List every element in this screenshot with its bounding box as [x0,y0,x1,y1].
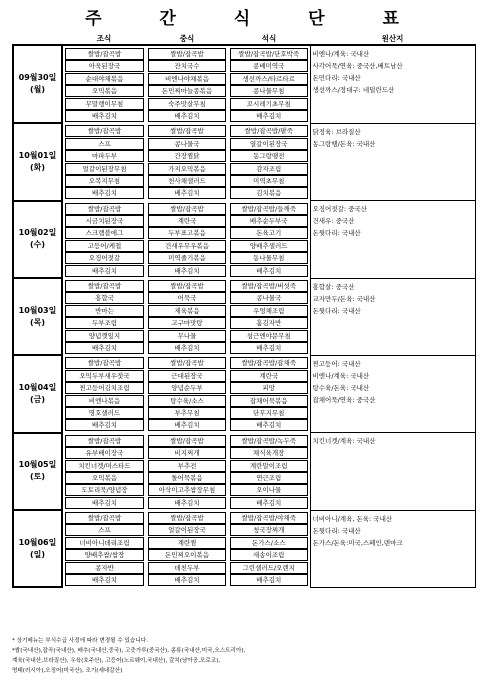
dinner-item: 잡채어묵볶음 [230,395,308,407]
origin-line: 비엔나/계육: 국내산 [312,50,370,58]
origin-line: 동그랑땡/돈육: 국내산 [312,139,376,148]
origin-cell [310,278,475,355]
dinner-item: 배추김치 [230,110,308,122]
note-line: *쌀(국내산),잡곡(국내산), 배추(국내산,중국), 고춧가루(중국산), 콩류(국내산,미국,오스트리아), [12,648,246,654]
breakfast-item: 배추김치 [65,574,144,586]
breakfast-cell [62,278,146,355]
origin-cell [310,433,475,510]
menu-table [12,33,476,588]
lunch-item: 숙주맛살무침 [148,98,226,110]
breakfast-item: 콩자반 [65,562,144,574]
breakfast-item: 쌀밥/잡곡밥 [65,125,144,137]
lunch-item: 배추김치 [148,342,226,354]
lunch-item: 데친두부 [148,562,226,574]
day-row [13,355,475,432]
dinner-item: 김치볶음 [230,187,308,199]
origin-line: 홍합살: 중국산 [312,282,355,291]
lunch-item: 계란국 [148,215,226,227]
dinner-item: 콩나물무침 [230,85,308,97]
lunch-item: 배추김치 [148,497,226,509]
day-cell [13,45,62,123]
breakfast-cell [62,123,146,200]
breakfast-item: 시금치된장국 [65,215,144,227]
dinner-item: 배추김치 [230,265,308,277]
breakfast-item: 스프 [65,524,144,536]
origin-line: 치킨너겟/계육: 국내산 [312,437,376,446]
origin-line: 오징어젓갈: 중국산 [312,205,367,214]
day-date: 10월06일 [18,537,57,547]
dinner-item: 양배추샐러드 [230,240,308,252]
breakfast-cell [62,355,146,432]
breakfast-item: 양념깻잎지 [65,330,144,342]
day-cell [13,123,62,200]
day-cell [13,278,62,355]
dinner-item: 쌀밥/잡곡밥/들깨죽 [230,203,308,215]
day-date: 10월02일 [18,228,57,238]
header-origin: 원산지 [310,33,475,45]
dinner-item: 쌀밥/잡곡밥/잡채죽 [230,357,308,369]
day-weekday: (토) [29,472,46,482]
dinner-item: 단무지무침 [230,407,308,419]
lunch-item: 쌀밥/잡곡밥 [148,512,226,524]
lunch-item: 비지찌개 [148,447,226,459]
lunch-item: 쌀밥/잡곡밥 [148,435,226,447]
lunch-item: 쌀밥/잡곡밥 [148,280,226,292]
breakfast-item: 배추김치 [65,419,144,431]
dinner-item: 연근조림 [230,472,308,484]
origin-line: 돈민다리: 국내산 [312,74,361,82]
breakfast-item: 오징어젓갈 [65,252,144,264]
lunch-item: 무나물 [148,330,226,342]
dinner-item: 배추순두부국 [230,215,308,227]
day-row [13,123,475,200]
dinner-item: 돈가스/소스 [230,537,308,549]
lunch-item: 배추김치 [148,574,226,586]
dinner-item: 피망 [230,382,308,394]
breakfast-item: 명호샐러드 [65,407,144,419]
breakfast-item: 순대야채볶음 [65,73,144,85]
breakfast-item: 아욱된장국 [65,60,144,72]
notes [12,636,478,676]
dinner-item: 쌀밥/잡곡밥/단호박죽 [230,48,308,60]
origin-line: 탕수육/돈육: 국내산 [312,383,370,392]
breakfast-item: 고등어/케첩 [65,240,144,252]
breakfast-item: 스크램블에그 [65,227,144,239]
lunch-item: 간장찜닭 [148,150,226,162]
origin-cell [310,201,475,278]
menu-body [13,45,475,587]
breakfast-item: 배추김치 [65,187,144,199]
dinner-item: 섬근엔야문무침 [230,330,308,342]
note-line: 계육(국내산,브라질산), 우육(호주산), 고등어(노르웨이,국내산), 갈치(남아공,모로코), [12,658,221,664]
breakfast-item: 쌀밥/잡곡밥 [65,280,144,292]
day-weekday: (일) [29,549,46,559]
breakfast-item: 너비아니데리조림 [65,537,144,549]
breakfast-item: 유부배이장국 [65,447,144,459]
header-breakfast: 조식 [62,33,146,45]
origin-line: 너비아니/계육, 돈육: 국내산 [312,514,393,523]
day-weekday: (수) [29,240,46,250]
header-lunch: 중식 [146,33,228,45]
lunch-item: 근대된장국 [148,370,226,382]
dinner-item: 쌀밥/잡곡밥/버섯죽 [230,280,308,292]
origin-cell [310,45,475,123]
day-date: 10월01일 [18,151,57,161]
breakfast-item: 마파두부 [65,150,144,162]
lunch-item: 배추김치 [148,419,226,431]
dinner-item: 동나물무침 [230,252,308,264]
breakfast-cell [62,510,146,587]
day-row [13,45,475,123]
header-row [13,33,475,45]
lunch-item: 쌀밥/잡곡밥 [148,357,226,369]
breakfast-item: 양배추쌈/쌈장 [65,549,144,561]
breakfast-item: 오복지무침 [65,175,144,187]
dinner-item: 꼬시레기초무침 [230,98,308,110]
dinner-item: 미역초무침 [230,175,308,187]
dinner-item: 오이나물 [230,484,308,496]
origin-cell [310,123,475,200]
header-dinner: 석식 [228,33,310,45]
dinner-item: 동그랑땡전 [230,150,308,162]
breakfast-item: 스프 [65,138,144,150]
dinner-item: 감자조림 [230,163,308,175]
dinner-item: 우엉채조림 [230,305,308,317]
lunch-item: 배추김치 [148,110,226,122]
breakfast-item: 도토리묵/양념장 [65,484,144,496]
dinner-cell [228,510,310,587]
lunch-item: 계란찜 [148,537,226,549]
breakfast-item: 찐고등어김치조림 [65,382,144,394]
day-date: 09월30일 [18,73,57,83]
lunch-item: 양념순두부 [148,382,226,394]
dinner-cell [228,123,310,200]
day-date: 10월04일 [18,383,57,393]
note-line: 명태(러시아),오징어(미국산), 조기(세네갈산) [12,668,123,674]
day-date: 10월03일 [18,305,57,315]
breakfast-item: 쌀밥/잡곡밥 [65,203,144,215]
breakfast-item: 얼갈이된장무침 [65,163,144,175]
origin-cell [310,355,475,432]
day-cell [13,201,62,278]
breakfast-item: 오믹두부새우젓국 [65,370,144,382]
lunch-cell [146,355,228,432]
day-weekday: (월) [29,85,46,95]
lunch-item: 비엔나야채볶음 [148,73,226,85]
breakfast-item: 배추김치 [65,342,144,354]
dinner-cell [228,278,310,355]
header-blank [13,33,62,45]
dinner-item: 쌀밥/잡곡밥/야채죽 [230,512,308,524]
lunch-item: 고구마맛탕 [148,317,226,329]
breakfast-item: 배추김치 [65,110,144,122]
dinner-item: 새송이조림 [230,549,308,561]
lunch-cell [146,201,228,278]
lunch-item: 두부표고볶음 [148,227,226,239]
day-date: 10월05일 [18,460,57,470]
origin-line: 교자만두/돈육: 국내산 [312,294,376,303]
dinner-item: 쌀밥/잡곡밥/팥죽 [230,125,308,137]
breakfast-item: 쌀밥/잡곡밥 [65,48,144,60]
lunch-item: 쌀밥/잡곡밥 [148,203,226,215]
day-weekday: (화) [29,163,46,173]
lunch-item: 제육볶음 [148,305,226,317]
origin-line: 비엔나/계육: 국내산 [312,371,370,380]
lunch-item: 부추전 [148,460,226,472]
day-row [13,433,475,510]
note-line: * 상기메뉴는 부식수급 사정에 따라 변경될 수 있습니다. [12,638,148,644]
breakfast-cell [62,201,146,278]
lunch-item: 천사채샐러드 [148,175,226,187]
origin-line: 돈뒷다리: 국내산 [312,229,361,238]
dinner-item: 배추김치 [230,342,308,354]
breakfast-item: 무말랭이무침 [65,98,144,110]
dinner-item: 배추김치 [230,497,308,509]
dinner-item: 쌀밥/잡곡밥/녹두죽 [230,435,308,447]
day-cell [13,355,62,432]
dinner-cell [228,355,310,432]
lunch-cell [146,433,228,510]
lunch-item: 건새우무우볶음 [148,240,226,252]
breakfast-item: 두부조림 [65,317,144,329]
origin-line: 잡채어묵/연육: 중국산 [312,395,376,404]
origin-line: 돈뒷다리: 국내산 [312,526,361,535]
origin-cell [310,510,475,587]
breakfast-item: 쌀밥/잡곡밥 [65,357,144,369]
dinner-item: 돈육고기 [230,227,308,239]
dinner-item: 청국장찌개 [230,524,308,536]
origin-line: 찐고등어: 국내산 [312,359,361,368]
lunch-item: 쌀밥/잡곡밥 [148,125,226,137]
lunch-item: 어묵국 [148,292,226,304]
breakfast-cell [62,433,146,510]
origin-line: 돈뒷다리: 국내산 [312,306,361,315]
lunch-item: 쌀밥/잡곡밥 [148,48,226,60]
breakfast-item: 쌀밥/잡곡밥 [65,512,144,524]
day-row [13,510,475,587]
day-cell [13,433,62,510]
day-weekday: (목) [29,317,46,327]
day-row [13,201,475,278]
lunch-item: 얼갈이된장국 [148,524,226,536]
lunch-cell [146,45,228,123]
dinner-item: 채식육개장 [230,447,308,459]
breakfast-item: 오믹볶음 [65,85,144,97]
day-weekday: (금) [29,395,46,405]
origin-line: 닭정육: 브라질산 [312,127,361,136]
dinner-item: 콩배미역국 [230,60,308,72]
breakfast-item: 쌀밥/잡곡밥 [65,435,144,447]
dinner-item: 홈김자반 [230,317,308,329]
lunch-item: 가지오믹볶음 [148,163,226,175]
lunch-item: 탕수육/소스 [148,395,226,407]
origin-line: 사각어묵/연육: 중국산,베트남산 [312,62,403,70]
lunch-item: 아삭이고추쌈장무침 [148,484,226,496]
dinner-item: 그린샐러드/오렌지 [230,562,308,574]
dinner-item: 생선까스/타르타르 [230,73,308,85]
lunch-item: 잔치국수 [148,60,226,72]
breakfast-item: 반마는 [65,305,144,317]
lunch-item: 돈민찌마늘종볶음 [148,85,226,97]
dinner-item: 계란말이조림 [230,460,308,472]
lunch-item: 콩나물국 [148,138,226,150]
origin-line: 돈가스/돈육:미국,스페인,덴마크 [312,538,403,547]
dinner-item: 배추김치 [230,419,308,431]
lunch-item: 부추무침 [148,407,226,419]
lunch-cell [146,123,228,200]
day-cell [13,510,62,587]
dinner-item: 배추김치 [230,574,308,586]
lunch-item: 배추김치 [148,265,226,277]
origin-line: 생선까스/정대구: 네덜란드산 [312,86,395,94]
lunch-item: 배추김치 [148,187,226,199]
page-title: 주 간 식 단 표 [85,9,425,29]
origin-line: 건새우: 중국산 [312,217,355,226]
dinner-item: 계란국 [230,370,308,382]
breakfast-item: 배추김치 [65,265,144,277]
dinner-cell [228,201,310,278]
lunch-cell [146,510,228,587]
breakfast-cell [62,45,146,123]
breakfast-item: 홍합국 [65,292,144,304]
dinner-cell [228,45,310,123]
breakfast-item: 치킨너겟/머스타드 [65,460,144,472]
lunch-item: 돈민찌오이볶음 [148,549,226,561]
breakfast-item: 비엔나볶음 [65,395,144,407]
lunch-item: 미역줄기볶음 [148,252,226,264]
lunch-cell [146,278,228,355]
dinner-cell [228,433,310,510]
day-row [13,278,475,355]
dinner-item: 콩나물국 [230,292,308,304]
lunch-item: 돌어묵볶음 [148,472,226,484]
dinner-item: 열갈이된장국 [230,138,308,150]
breakfast-item: 오믹볶음 [65,472,144,484]
breakfast-item: 배추김치 [65,497,144,509]
